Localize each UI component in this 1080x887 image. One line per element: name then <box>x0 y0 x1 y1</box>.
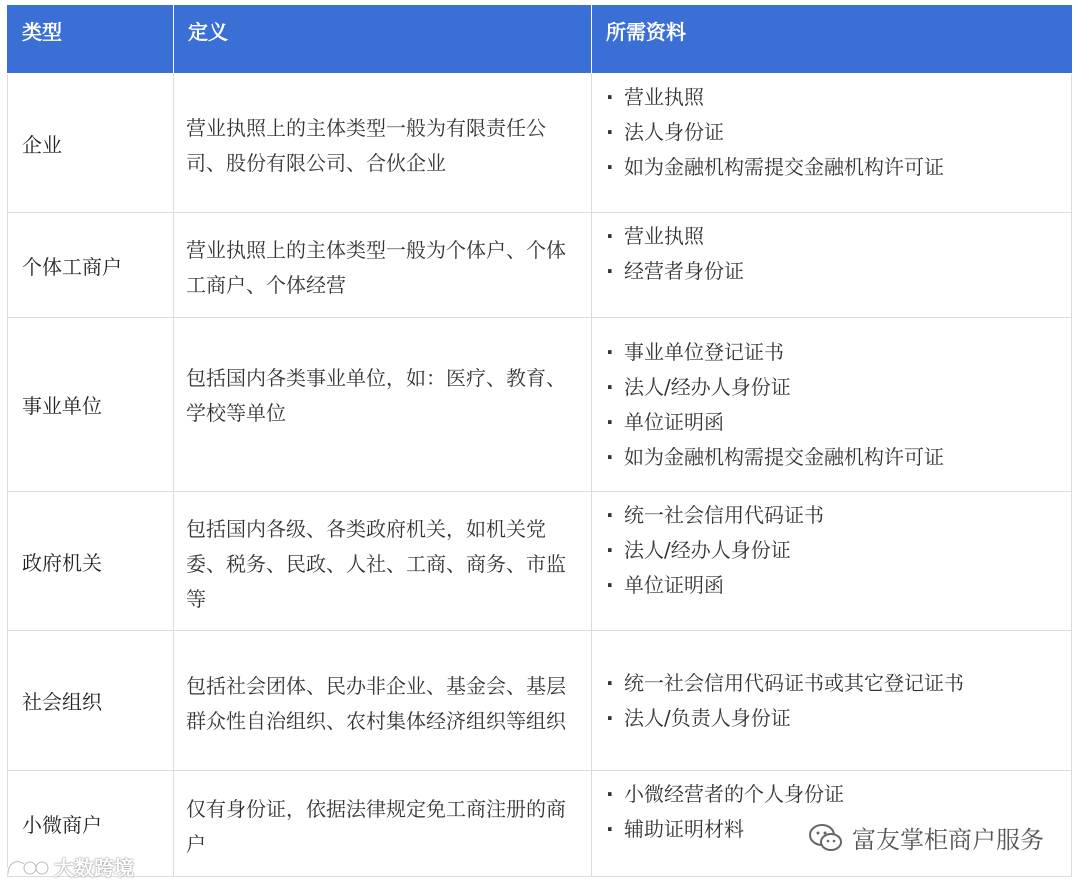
requirement-item: · 法人/负责人身份证 <box>606 701 1061 736</box>
wechat-watermark <box>808 820 1044 855</box>
requirement-item: · 法人/经办人身份证 <box>606 370 1061 405</box>
requirement-item: · 如为金融机构需提交金融机构许可证 <box>606 150 1061 185</box>
info-table <box>7 5 1072 877</box>
table-header <box>8 6 1072 74</box>
wechat-account-name: 富友掌柜商户服务 <box>852 826 1044 854</box>
type-cell: 企业 <box>8 74 174 213</box>
requirements-cell <box>592 213 1072 318</box>
requirement-item: · 单位证明函 <box>606 568 1061 603</box>
requirement-item: · 统一社会信用代码证书 <box>606 498 1061 533</box>
requirement-item: · 统一社会信用代码证书或其它登记证书 <box>606 666 1061 701</box>
requirement-item: · 法人身份证 <box>606 115 1061 150</box>
requirement-item: · 单位证明函 <box>606 405 1061 440</box>
header-requirements: 所需资料 <box>592 6 1072 74</box>
table-row <box>8 74 1072 213</box>
wechat-icon <box>808 823 844 853</box>
corner-watermark-text: 大数跨境 <box>54 856 134 880</box>
definition-cell: 包括国内各级、各类政府机关，如机关党委、税务、民政、人社、工商、商务、市监等 <box>174 492 592 631</box>
requirements-cell <box>592 74 1072 213</box>
requirement-item: · 辅助证明材料 <box>606 812 1061 847</box>
definition-cell: 营业执照上的主体类型一般为有限责任公司、股份有限公司、合伙企业 <box>174 74 592 213</box>
type-cell: 个体工商户 <box>8 213 174 318</box>
definition-cell: 包括国内各类事业单位，如：医疗、教育、学校等单位 <box>174 318 592 492</box>
requirement-item: · 营业执照 <box>606 219 1061 254</box>
header-type: 类型 <box>8 6 174 74</box>
table-row <box>8 318 1072 492</box>
definition-cell: 仅有身份证，依据法律规定免工商注册的商户 <box>174 771 592 877</box>
requirement-item: · 经营者身份证 <box>606 254 1061 289</box>
brand-logo-icon <box>4 856 50 878</box>
corner-watermark <box>4 852 134 881</box>
type-cell: 小微商户 <box>8 771 174 877</box>
table-row <box>8 631 1072 771</box>
requirement-item: · 如为金融机构需提交金融机构许可证 <box>606 440 1061 475</box>
type-cell: 政府机关 <box>8 492 174 631</box>
requirement-item: · 事业单位登记证书 <box>606 335 1061 370</box>
requirement-item: · 法人/经办人身份证 <box>606 533 1061 568</box>
definition-cell: 包括社会团体、民办非企业、基金会、基层群众性自治组织、农村集体经济组织等组织 <box>174 631 592 771</box>
type-cell: 社会组织 <box>8 631 174 771</box>
requirement-item: · 营业执照 <box>606 80 1061 115</box>
table-row <box>8 492 1072 631</box>
requirements-cell <box>592 492 1072 631</box>
table-row <box>8 213 1072 318</box>
type-cell: 事业单位 <box>8 318 174 492</box>
header-definition: 定义 <box>174 6 592 74</box>
requirements-cell <box>592 631 1072 771</box>
definition-cell: 营业执照上的主体类型一般为个体户、个体工商户、个体经营 <box>174 213 592 318</box>
requirement-item: · 小微经营者的个人身份证 <box>606 777 1061 812</box>
requirements-cell <box>592 318 1072 492</box>
